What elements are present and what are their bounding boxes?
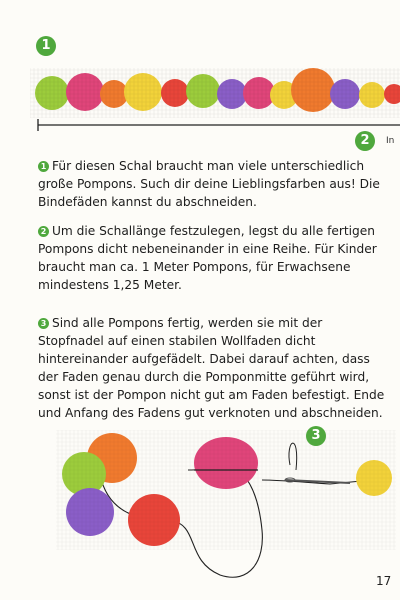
instruction-step-1 (38, 157, 390, 211)
threading-illustration (56, 430, 396, 577)
pompon-row (30, 68, 400, 118)
page-number: 17 (376, 574, 392, 588)
instruction-text: Um die Schallänge festzulegen, legst du alle fertigen Pompons dicht nebeneinander in eine Reihe. Für Kinder braucht man ca. 1 Meter Pompons, für Erwachsene mindestens 1,25 Meter. (38, 224, 377, 292)
step-3-badge: 3 (306, 426, 326, 446)
instruction-text: Sind alle Pompons fertig, werden sie mit der Stopfnadel auf einen stabilen Wollfaden dicht hintereinander aufgefädelt. Dabei darauf achten, dass der Faden genau durch die Pomponmitte geführt wird, sonst ist der Pompon nicht gut am Faden befestigt. Ende und Anfang des Fadens gut verknoten und abschneiden. (38, 316, 385, 420)
step-number: 1 (38, 161, 49, 172)
step-number: 3 (38, 318, 49, 329)
instruction-text: Für diesen Schal braucht man viele unterschiedlich große Pompons. Such dir deine Lieblingsfarben aus! Die Bindefäden kannst du abschneiden. (38, 159, 380, 209)
instruction-step-3 (38, 314, 390, 422)
cut-off-text: In (386, 136, 395, 146)
step-number: 2 (38, 226, 49, 237)
instruction-step-2 (38, 222, 390, 294)
step-2-badge: 2 (355, 131, 375, 151)
measuring-line (38, 119, 400, 131)
step-1-badge: 1 (36, 36, 56, 56)
